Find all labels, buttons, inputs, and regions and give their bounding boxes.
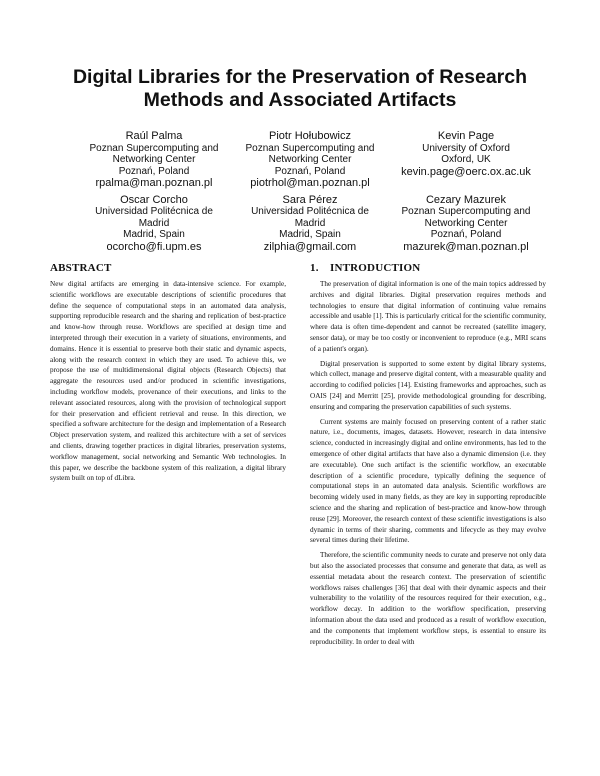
author-block xyxy=(76,130,546,253)
author-email: mazurek@man.poznan.pl xyxy=(403,240,529,253)
intro-paragraph: Current systems are mainly focused on preserving content of a rather static nature, i.e., documents, images, datasets. However, research in data intensive science, conducted in increasingly digital and online environments, has led to the emergence of other digital artifacts that have also a dynamic dimension (i.e. they are executable). One such artifact is the scientific workflow, an executable description of a scientific procedure, typically defining the sequence of computational steps in an automated data analysis. Scientific workflows are becoming widely used in many fields, as they are key in supporting reproducible science and the sharing and replication of best-practice and know-how through reuse [29]. Moreover, the research context of these scientific investigations is also dynamic in terms of their sharing, comments and lifecycle as they may evolve several times during their lifetime. xyxy=(310,417,546,545)
author-email: kevin.page@oerc.ox.ac.uk xyxy=(401,165,531,178)
introduction-heading xyxy=(310,262,546,274)
author-affiliation: Madrid, Spain xyxy=(123,229,185,240)
intro-paragraph: Therefore, the scientific community needs to curate and preserve not only data but also the associated processes that consume and generate that data, as well as essential metadata about the research context. The preservation of scientific workflows raises challenges [36] that deal with their dynamic aspects and their vulnerability to the volatility of the resources required for their execution, e.g., workflow decay. In addition to the workflow specification, preserving information about the data used and produced as a result of workflow execution, and the components that implement workflow steps, is essential to ensure its reproducibility. In order to deal with xyxy=(310,551,546,646)
author-entry xyxy=(388,194,544,254)
paper-title: Digital Libraries for the Preservation of Research Methods and Associated Artifacts xyxy=(72,66,528,111)
author-affiliation: Networking Center xyxy=(112,154,196,165)
author-entry xyxy=(76,130,232,190)
author-affiliation: Poznań, Poland xyxy=(430,229,502,240)
author-email: ocorcho@fi.upm.es xyxy=(106,240,202,253)
abstract-section xyxy=(50,262,286,488)
author-email: piotrhol@man.poznan.pl xyxy=(250,177,370,189)
author-name: Kevin Page xyxy=(437,130,495,142)
author-affiliation: Madrid xyxy=(138,217,170,229)
author-affiliation: Poznań, Poland xyxy=(118,165,190,177)
author-name: Sara Pérez xyxy=(282,193,338,206)
abstract-text: New digital artifacts are emerging in data-intensive science. For example, scientific workflows are executable descriptions of scientific procedures that define the sequence of computational steps in an automated data analysis, supporting reproducible research and the sharing and replication of best-practice and know-how through reuse. Workflows are specified at design time and interpreted through their execution in a variety of situations, environments, and domains. Hence it is essential to preserve both their static and dynamic aspects, along with the research context in which they are used. To achieve this, we propose the use of multidimensional digital objects (Research Objects) that aggregate the resources used and/or produced in scientific investigations, including workflow models, provenance of their executions, and links to the relevant associated resources, along with the provision of technological support for their preservation and efficient retrieval and reuse. In this direction, we specified a software architecture for the design and implementation of a Research Object preservation system, and realized this architecture with a set of services and clients, drawing together practices in digital libraries, preservation systems, workflow management, social networking and Semantic Web technologies. In this paper, we describe the backbone system of this realization, a digital library system built on top of dLibra. xyxy=(50,280,286,483)
author-affiliation: Poznań, Poland xyxy=(274,165,346,177)
author-email: rpalma@man.poznan.pl xyxy=(95,177,213,189)
section-title-text: INTRODUCTION xyxy=(330,262,421,274)
author-name: Oscar Corcho xyxy=(120,193,188,206)
author-affiliation: University of Oxford xyxy=(422,142,510,154)
author-name: Raúl Palma xyxy=(125,130,183,142)
author-affiliation: Networking Center xyxy=(268,154,352,165)
abstract-heading: ABSTRACT xyxy=(50,262,112,274)
author-name: Cezary Mazurek xyxy=(425,193,507,206)
author-email: zilphia@gmail.com xyxy=(263,240,357,253)
author-affiliation: Poznan Supercomputing and xyxy=(89,142,219,154)
author-affiliation: Universidad Politécnica de xyxy=(251,206,369,217)
introduction-section xyxy=(310,262,546,651)
author-affiliation: Oxford, UK xyxy=(441,154,491,165)
author-affiliation: Poznan Supercomputing and xyxy=(401,206,531,217)
author-name: Piotr Hołubowicz xyxy=(269,130,351,142)
author-affiliation: Madrid xyxy=(294,217,326,229)
author-affiliation: Networking Center xyxy=(424,217,508,229)
author-affiliation: Poznan Supercomputing and xyxy=(245,142,375,154)
author-entry xyxy=(232,194,388,254)
author-affiliation: Madrid, Spain xyxy=(279,229,341,240)
author-affiliation: Universidad Politécnica de xyxy=(95,206,213,217)
author-entry xyxy=(388,130,544,190)
author-entry xyxy=(76,194,232,254)
intro-paragraph: The preservation of digital information is one of the main topics addressed by archives and digital libraries. Digital preservation requires methods and technologies to ensure that digital information of continuing value remains accessible and usable [1]. This is particularly critical for the scientific community, where data is often time-dependent and cannot be recreated (satellite imagery, sensor data), or may be too costly or inconvenient to reproduce (e.g., MRI scans of a patient's organ). xyxy=(310,280,546,353)
section-number: 1. xyxy=(310,262,319,274)
intro-paragraph: Digital preservation is supported to some extent by digital library systems, which collect, manage and preserve digital content, with a measurable quality and according to codified policies [14]. Existing frameworks and approaches, such as OAIS [24] and Merritt [25], provide methodological grounding for describing, ensuring and comparing the preservation capabilities of such systems. xyxy=(310,359,546,411)
author-entry xyxy=(232,130,388,190)
